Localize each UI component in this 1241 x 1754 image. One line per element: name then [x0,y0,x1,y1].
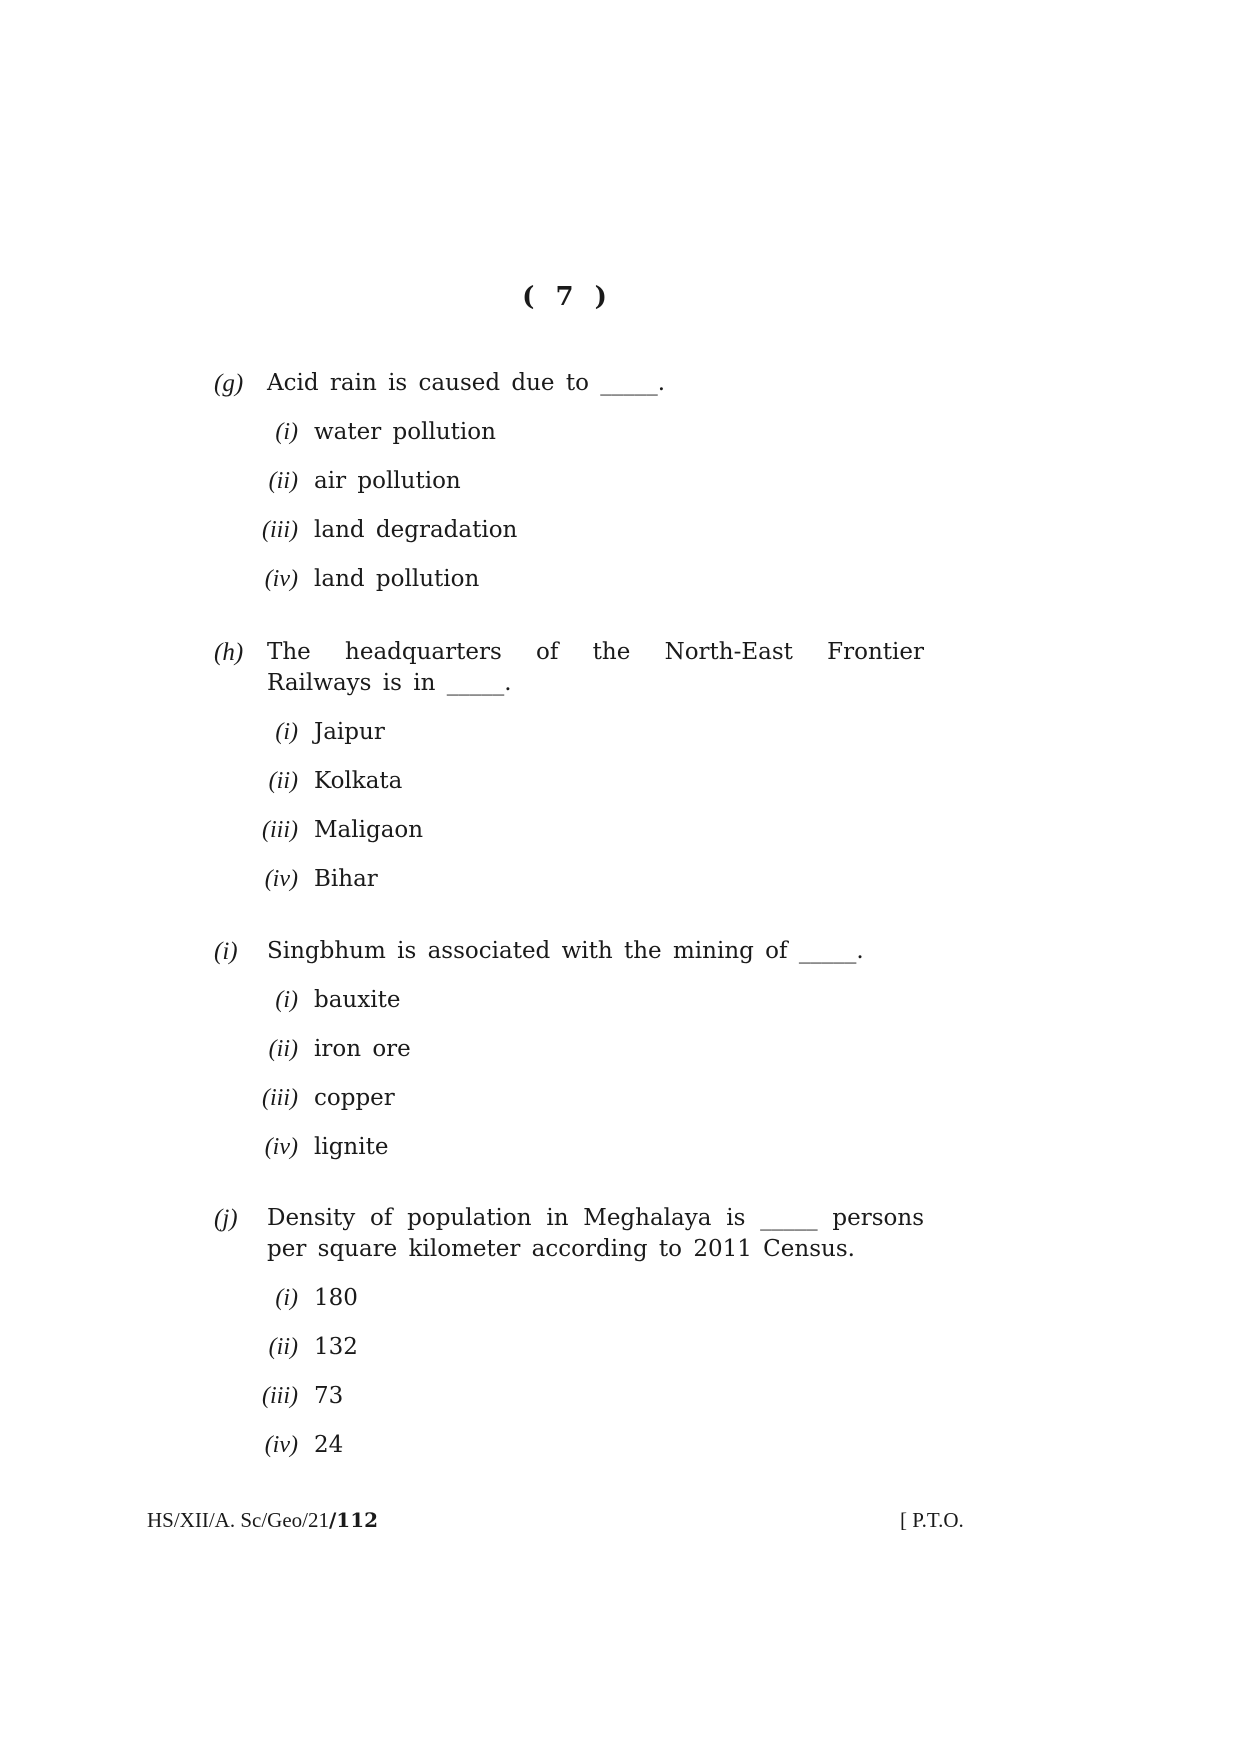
question-g [214,368,924,613]
question-marker: (g) [214,370,244,397]
option-marker: (i) [275,419,298,445]
option-marker: (ii) [268,1334,298,1360]
option-text: 24 [314,1432,344,1458]
option-marker: (iv) [264,1432,298,1458]
option-marker: (iii) [262,817,298,843]
option [214,1430,924,1479]
option-text: 73 [314,1383,344,1409]
option-text: air pollution [314,468,461,494]
option-text: 132 [314,1334,358,1360]
options-list [214,417,924,613]
option-text: Jaipur [314,719,385,745]
option [214,864,924,913]
option-text: iron ore [314,1036,411,1062]
option-marker: (iii) [262,1085,298,1111]
option-marker: (iv) [264,1134,298,1160]
option-text: bauxite [314,987,401,1013]
option [214,1332,924,1381]
paper-code-text: HS/XII/A. Sc/Geo/21 [147,1508,329,1532]
option-marker: (iv) [264,566,298,592]
option-text: Bihar [314,866,378,892]
option-text: Kolkata [314,768,403,794]
option-marker: (iii) [262,517,298,543]
page-number: ( 7 ) [522,282,613,312]
option-marker: (i) [275,1285,298,1311]
paper-code-number: /112 [329,1508,379,1532]
option-marker: (ii) [268,468,298,494]
option [214,564,924,613]
option-marker: (iv) [264,866,298,892]
option-marker: (ii) [268,1036,298,1062]
option [214,1283,924,1332]
question-marker: (h) [214,639,244,666]
question-stem: The headquarters of the North-East Frontier Railways is in _____. [267,639,924,696]
option-text: land degradation [314,517,518,543]
question-j [214,1203,924,1479]
option-marker: (iii) [262,1383,298,1409]
option [214,515,924,564]
option-text: copper [314,1085,395,1111]
option [214,717,924,766]
question-marker: (j) [214,1205,238,1232]
option-text: 180 [314,1285,358,1311]
paper-code [147,1508,378,1533]
question-stem: Singbhum is associated with the mining of _____. [267,938,864,964]
option [214,1083,924,1132]
options-list [214,985,924,1181]
options-list [214,1283,924,1479]
option [214,1132,924,1181]
option [214,815,924,864]
option-marker: (i) [275,987,298,1013]
option [214,417,924,466]
option [214,466,924,515]
question-h [214,637,924,913]
question-i [214,936,924,1181]
question-stem: Acid rain is caused due to _____. [267,370,666,396]
option-text: water pollution [314,419,496,445]
please-turn-over: [ P.T.O. [900,1508,964,1532]
option [214,985,924,1034]
option-text: lignite [314,1134,389,1160]
option [214,766,924,815]
option [214,1381,924,1430]
options-list [214,717,924,913]
option-marker: (i) [275,719,298,745]
option-marker: (ii) [268,768,298,794]
option-text: Maligaon [314,817,424,843]
question-stem: Density of population in Meghalaya is _____ persons per square kilometer according to 2011 Census. [267,1205,924,1262]
option [214,1034,924,1083]
option-text: land pollution [314,566,480,592]
question-marker: (i) [214,938,238,965]
